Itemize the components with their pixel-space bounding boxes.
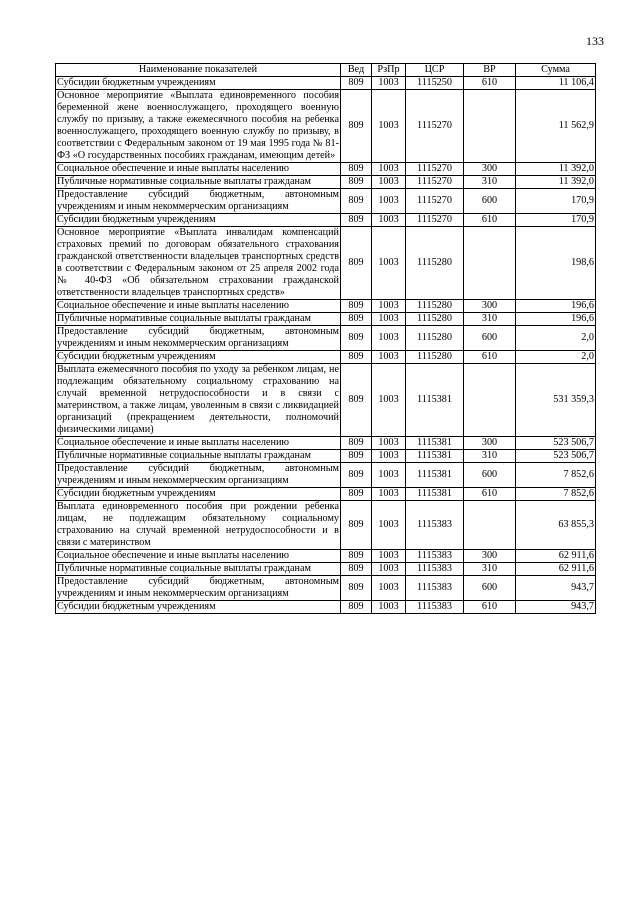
- table-row: [56, 550, 596, 563]
- cell-vr: [464, 90, 516, 163]
- cell-rzpr: 1003: [372, 351, 406, 364]
- cell-csr: 1115280: [406, 313, 464, 326]
- cell-name: Предоставление субсидий бюджетным, автономным учреждениям и иным некоммерческим организациям: [57, 463, 339, 486]
- cell-ved: 809: [341, 351, 372, 364]
- cell-ved: 809: [341, 189, 372, 214]
- cell-vr: 310: [464, 450, 516, 463]
- cell-ved: 809: [341, 77, 372, 90]
- table-row: [56, 300, 596, 313]
- table-row: [56, 563, 596, 576]
- table-row: [56, 576, 596, 601]
- cell-rzpr: 1003: [372, 163, 406, 176]
- cell-vr: 610: [464, 488, 516, 501]
- cell-name: Субсидии бюджетным учреждениям: [56, 601, 341, 614]
- cell-sum: 943,7: [516, 601, 596, 614]
- table-row: [56, 450, 596, 463]
- cell-rzpr: 1003: [372, 77, 406, 90]
- cell-sum: 11 392,0: [516, 163, 596, 176]
- cell-vr: 610: [464, 601, 516, 614]
- cell-sum: 2,0: [516, 351, 596, 364]
- table-row: [56, 176, 596, 189]
- cell-csr: 1115381: [406, 450, 464, 463]
- cell-ved: 809: [341, 227, 372, 300]
- cell-sum: 170,9: [516, 214, 596, 227]
- cell-csr: 1115270: [406, 90, 464, 163]
- cell-sum: 62 911,6: [516, 563, 596, 576]
- cell-vr: [464, 364, 516, 437]
- cell-name: Публичные нормативные социальные выплаты гражданам: [56, 313, 341, 326]
- cell-rzpr: 1003: [372, 550, 406, 563]
- cell-ved: 809: [341, 450, 372, 463]
- cell-csr: 1115280: [406, 326, 464, 351]
- cell-rzpr: 1003: [372, 227, 406, 300]
- table-row: [56, 326, 596, 351]
- table-row: [56, 501, 596, 550]
- cell-name: Социальное обеспечение и иные выплаты населению: [56, 437, 341, 450]
- cell-csr: 1115383: [406, 563, 464, 576]
- cell-vr: 610: [464, 351, 516, 364]
- cell-sum: 198,6: [516, 227, 596, 300]
- cell-sum: 196,6: [516, 313, 596, 326]
- cell-name: Социальное обеспечение и иные выплаты населению: [56, 300, 341, 313]
- cell-vr: 310: [464, 563, 516, 576]
- cell-ved: 809: [341, 163, 372, 176]
- cell-name: Субсидии бюджетным учреждениям: [56, 488, 341, 501]
- cell-sum: 62 911,6: [516, 550, 596, 563]
- cell-sum: 523 506,7: [516, 437, 596, 450]
- cell-ved: 809: [341, 326, 372, 351]
- cell-vr: 600: [464, 189, 516, 214]
- table-row: [56, 163, 596, 176]
- cell-ved: 809: [341, 214, 372, 227]
- cell-vr: 300: [464, 163, 516, 176]
- header-sum: Сумма: [516, 64, 596, 77]
- cell-vr: 300: [464, 550, 516, 563]
- cell-ved: 809: [341, 90, 372, 163]
- cell-sum: 63 855,3: [516, 501, 596, 550]
- cell-name: Основное мероприятие «Выплата инвалидам компенсаций страховых премий по договорам обязательного страхования гражданской ответственности владельцев транспортных средств в соответствии с Федеральным законом от 25 апреля 2002 года № 40-ФЗ «Об обязательном страховании гражданской ответственности владельцев транспортных средств»: [57, 227, 339, 298]
- header-name: Наименование показателей: [56, 64, 341, 77]
- cell-ved: 809: [341, 313, 372, 326]
- cell-ved: 809: [341, 364, 372, 437]
- cell-name: Субсидии бюджетным учреждениям: [56, 351, 341, 364]
- cell-vr: [464, 501, 516, 550]
- cell-csr: 1115383: [406, 501, 464, 550]
- cell-rzpr: 1003: [372, 488, 406, 501]
- cell-ved: 809: [341, 501, 372, 550]
- cell-vr: [464, 227, 516, 300]
- cell-ved: 809: [341, 563, 372, 576]
- cell-csr: 1115383: [406, 601, 464, 614]
- cell-name: Публичные нормативные социальные выплаты гражданам: [56, 450, 341, 463]
- cell-sum: 7 852,6: [516, 463, 596, 488]
- cell-csr: 1115383: [406, 550, 464, 563]
- cell-csr: 1115270: [406, 189, 464, 214]
- table-row: [56, 351, 596, 364]
- cell-sum: 170,9: [516, 189, 596, 214]
- cell-rzpr: 1003: [372, 364, 406, 437]
- table-row: [56, 313, 596, 326]
- cell-sum: 11 392,0: [516, 176, 596, 189]
- cell-name: Социальное обеспечение и иные выплаты населению: [56, 163, 341, 176]
- cell-sum: 523 506,7: [516, 450, 596, 463]
- budget-table: [55, 63, 596, 614]
- table-header-row: [56, 64, 596, 77]
- cell-csr: 1115381: [406, 437, 464, 450]
- cell-vr: 310: [464, 176, 516, 189]
- page-number: 133: [586, 34, 604, 48]
- table-row: [56, 90, 596, 163]
- cell-rzpr: 1003: [372, 189, 406, 214]
- cell-csr: 1115250: [406, 77, 464, 90]
- cell-vr: 610: [464, 214, 516, 227]
- cell-csr: 1115280: [406, 351, 464, 364]
- cell-csr: 1115280: [406, 300, 464, 313]
- table-row: [56, 437, 596, 450]
- cell-ved: 809: [341, 601, 372, 614]
- cell-name: Предоставление субсидий бюджетным, автономным учреждениям и иным некоммерческим организациям: [57, 576, 339, 599]
- cell-name: Выплата единовременного пособия при рождении ребенка лицам, не подлежащим обязательному социальному страхованию на случай временной нетрудоспособности и в связи с материнством: [57, 501, 339, 548]
- cell-csr: 1115383: [406, 576, 464, 601]
- cell-name: Публичные нормативные социальные выплаты гражданам: [56, 176, 341, 189]
- cell-rzpr: 1003: [372, 576, 406, 601]
- cell-sum: 2,0: [516, 326, 596, 351]
- cell-rzpr: 1003: [372, 176, 406, 189]
- table-row: [56, 227, 596, 300]
- table-row: [56, 488, 596, 501]
- cell-vr: 600: [464, 463, 516, 488]
- cell-sum: 11 562,9: [516, 90, 596, 163]
- cell-name: Субсидии бюджетным учреждениям: [56, 214, 341, 227]
- cell-rzpr: 1003: [372, 563, 406, 576]
- cell-name: Предоставление субсидий бюджетным, автономным учреждениям и иным некоммерческим организациям: [57, 326, 339, 349]
- header-vr: ВР: [464, 64, 516, 77]
- cell-ved: 809: [341, 488, 372, 501]
- cell-name: Социальное обеспечение и иные выплаты населению: [56, 550, 341, 563]
- cell-vr: 600: [464, 326, 516, 351]
- table-row: [56, 77, 596, 90]
- cell-vr: 310: [464, 313, 516, 326]
- cell-ved: 809: [341, 300, 372, 313]
- cell-name: Предоставление субсидий бюджетным, автономным учреждениям и иным некоммерческим организациям: [57, 189, 339, 212]
- cell-rzpr: 1003: [372, 313, 406, 326]
- cell-csr: 1115270: [406, 176, 464, 189]
- cell-sum: 7 852,6: [516, 488, 596, 501]
- cell-csr: 1115270: [406, 214, 464, 227]
- cell-ved: 809: [341, 176, 372, 189]
- header-ved: Вед: [341, 64, 372, 77]
- cell-sum: 11 106,4: [516, 77, 596, 90]
- cell-ved: 809: [341, 463, 372, 488]
- table-row: [56, 189, 596, 214]
- cell-rzpr: 1003: [372, 450, 406, 463]
- cell-csr: 1115280: [406, 227, 464, 300]
- cell-vr: 300: [464, 437, 516, 450]
- cell-rzpr: 1003: [372, 601, 406, 614]
- cell-sum: 943,7: [516, 576, 596, 601]
- table-row: [56, 463, 596, 488]
- table-row: [56, 601, 596, 614]
- cell-csr: 1115270: [406, 163, 464, 176]
- cell-sum: 531 359,3: [516, 364, 596, 437]
- cell-vr: 610: [464, 77, 516, 90]
- cell-rzpr: 1003: [372, 326, 406, 351]
- cell-name: Основное мероприятие «Выплата единовременного пособия беременной жене военнослужащего, проходящего военную службу по призыву, а также ежемесячного пособия на ребенка военнослужащего, проходящего военную службу по призыву, в соответствии с Федеральным законом от 19 мая 1995 года № 81-ФЗ «О государственных пособиях гражданам, имеющим детей»: [57, 90, 339, 161]
- cell-rzpr: 1003: [372, 90, 406, 163]
- header-csr: ЦСР: [406, 64, 464, 77]
- cell-csr: 1115381: [406, 463, 464, 488]
- cell-name: Выплата ежемесячного пособия по уходу за ребенком лицам, не подлежащим обязательному социальному страхованию на случай временной нетрудоспособности и в связи с материнством, а также лицам, уволенным в связи с ликвидацией организаций (прекращением деятельности, полномочий физическими лицами): [57, 364, 339, 435]
- cell-rzpr: 1003: [372, 501, 406, 550]
- cell-rzpr: 1003: [372, 437, 406, 450]
- cell-sum: 196,6: [516, 300, 596, 313]
- cell-rzpr: 1003: [372, 300, 406, 313]
- header-rzpr: РзПр: [372, 64, 406, 77]
- cell-vr: 300: [464, 300, 516, 313]
- cell-name: Публичные нормативные социальные выплаты гражданам: [56, 563, 341, 576]
- table-row: [56, 364, 596, 437]
- cell-rzpr: 1003: [372, 214, 406, 227]
- cell-ved: 809: [341, 550, 372, 563]
- cell-csr: 1115381: [406, 364, 464, 437]
- table-row: [56, 214, 596, 227]
- cell-csr: 1115381: [406, 488, 464, 501]
- cell-vr: 600: [464, 576, 516, 601]
- cell-rzpr: 1003: [372, 463, 406, 488]
- cell-ved: 809: [341, 576, 372, 601]
- cell-ved: 809: [341, 437, 372, 450]
- cell-name: Субсидии бюджетным учреждениям: [56, 77, 341, 90]
